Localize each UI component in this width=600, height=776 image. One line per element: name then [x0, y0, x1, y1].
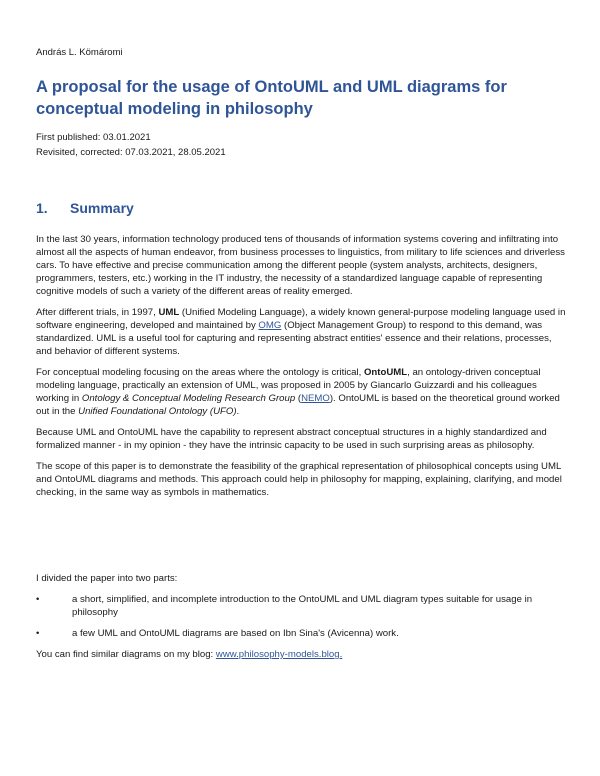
p3-text-b: , an ontology-driven conceptual modeling language, practically an extension of UML, was proposed in 2005 by Giancarlo Guizzardi and his colleagues working in [36, 367, 541, 404]
p3-text-e: . [236, 406, 240, 417]
bullet-icon: • [36, 628, 40, 639]
section-title: Summary [70, 200, 134, 216]
research-group-name: Ontology & Conceptual Modeling Research Group [81, 393, 296, 404]
section-heading [36, 200, 134, 216]
omg-link[interactable]: OMG [258, 320, 282, 331]
blog-text: You can find similar diagrams on my blog: [36, 649, 216, 660]
summary-body [36, 233, 568, 507]
p3-text-a: For conceptual modeling focusing on the areas where the ontology is critical, [36, 367, 364, 378]
paragraph-1: In the last 30 years, information technology produced tens of thousands of information systems covering and infiltrating into almost all the aspects of human endeavor, from business processes to linguistics, from military to life sciences and driverless cars. To have effective and precise communication among the different people (system analysts, architects, designers, programmers, testers, etc.) working in the IT industry, the necessity of a standardized language capable of representing cognitive models of such a variety of the different areas of reality emerged. [36, 234, 565, 297]
bullet-icon: • [36, 594, 40, 605]
p2-text-c: (Object Management Group) to respond to this demand, was standardized. UML is a useful tool for capturing and representing abstract entities' essence and their relations, processes, and behavior of different systems. [36, 320, 552, 357]
paragraph-4: Because UML and OntoUML have the capability to represent abstract conceptual structures in a highly standardized and formalized manner - in my opinion - they have the intrinsic capacity to be used in such surprising areas as philosophy. [36, 427, 547, 451]
paragraph-2 [36, 306, 568, 358]
blog-link[interactable]: www.philosophy-models.blog. [215, 649, 343, 660]
ontouml-term: OntoUML [363, 367, 408, 378]
list-item [36, 627, 568, 640]
paragraph-5: The scope of this paper is to demonstrate the feasibility of the graphical representation of philosophical concepts using UML and OntoUML diagrams and methods. This approach could help in philosophy for mapping, explaining, clarifying, and model checking, in the same way as symbols in mathematics. [36, 461, 562, 498]
nemo-link[interactable]: NEMO [301, 393, 330, 404]
p2-text-b: (Unified Modeling Language), a widely known general-purpose modeling language used in software engineering, developed and maintained by [36, 307, 566, 331]
parts-intro: I divided the paper into two parts: [36, 573, 178, 584]
first-published: First published: 03.01.2021 [36, 132, 151, 143]
author-name: András L. Kömáromi [36, 47, 123, 58]
ufo-term: Unified Foundational Ontology (UFO) [78, 406, 237, 417]
p2-text-a: After different trials, in 1997, [36, 307, 159, 318]
list-item [36, 593, 568, 619]
uml-term: UML [158, 307, 180, 318]
revisited-date: Revisited, corrected: 07.03.2021, 28.05.2021 [36, 147, 226, 158]
p3-text-c: ( [295, 393, 302, 404]
parts-section [36, 572, 568, 669]
paragraph-3 [36, 366, 568, 418]
section-number: 1. [36, 200, 48, 216]
paper-title: A proposal for the usage of OntoUML and UML diagrams for conceptual modeling in philosophy [36, 78, 507, 118]
publication-dates [36, 130, 226, 160]
p3-text-d: ). OntoUML is based on the theoretical ground worked out in the [36, 393, 560, 417]
bullet-text: a few UML and OntoUML diagrams are based on Ibn Sina's (Avicenna) work. [72, 628, 399, 639]
blog-line [36, 648, 568, 661]
bullet-text: a short, simplified, and incomplete introduction to the OntoUML and UML diagram types suitable for usage in philosophy [72, 594, 533, 618]
